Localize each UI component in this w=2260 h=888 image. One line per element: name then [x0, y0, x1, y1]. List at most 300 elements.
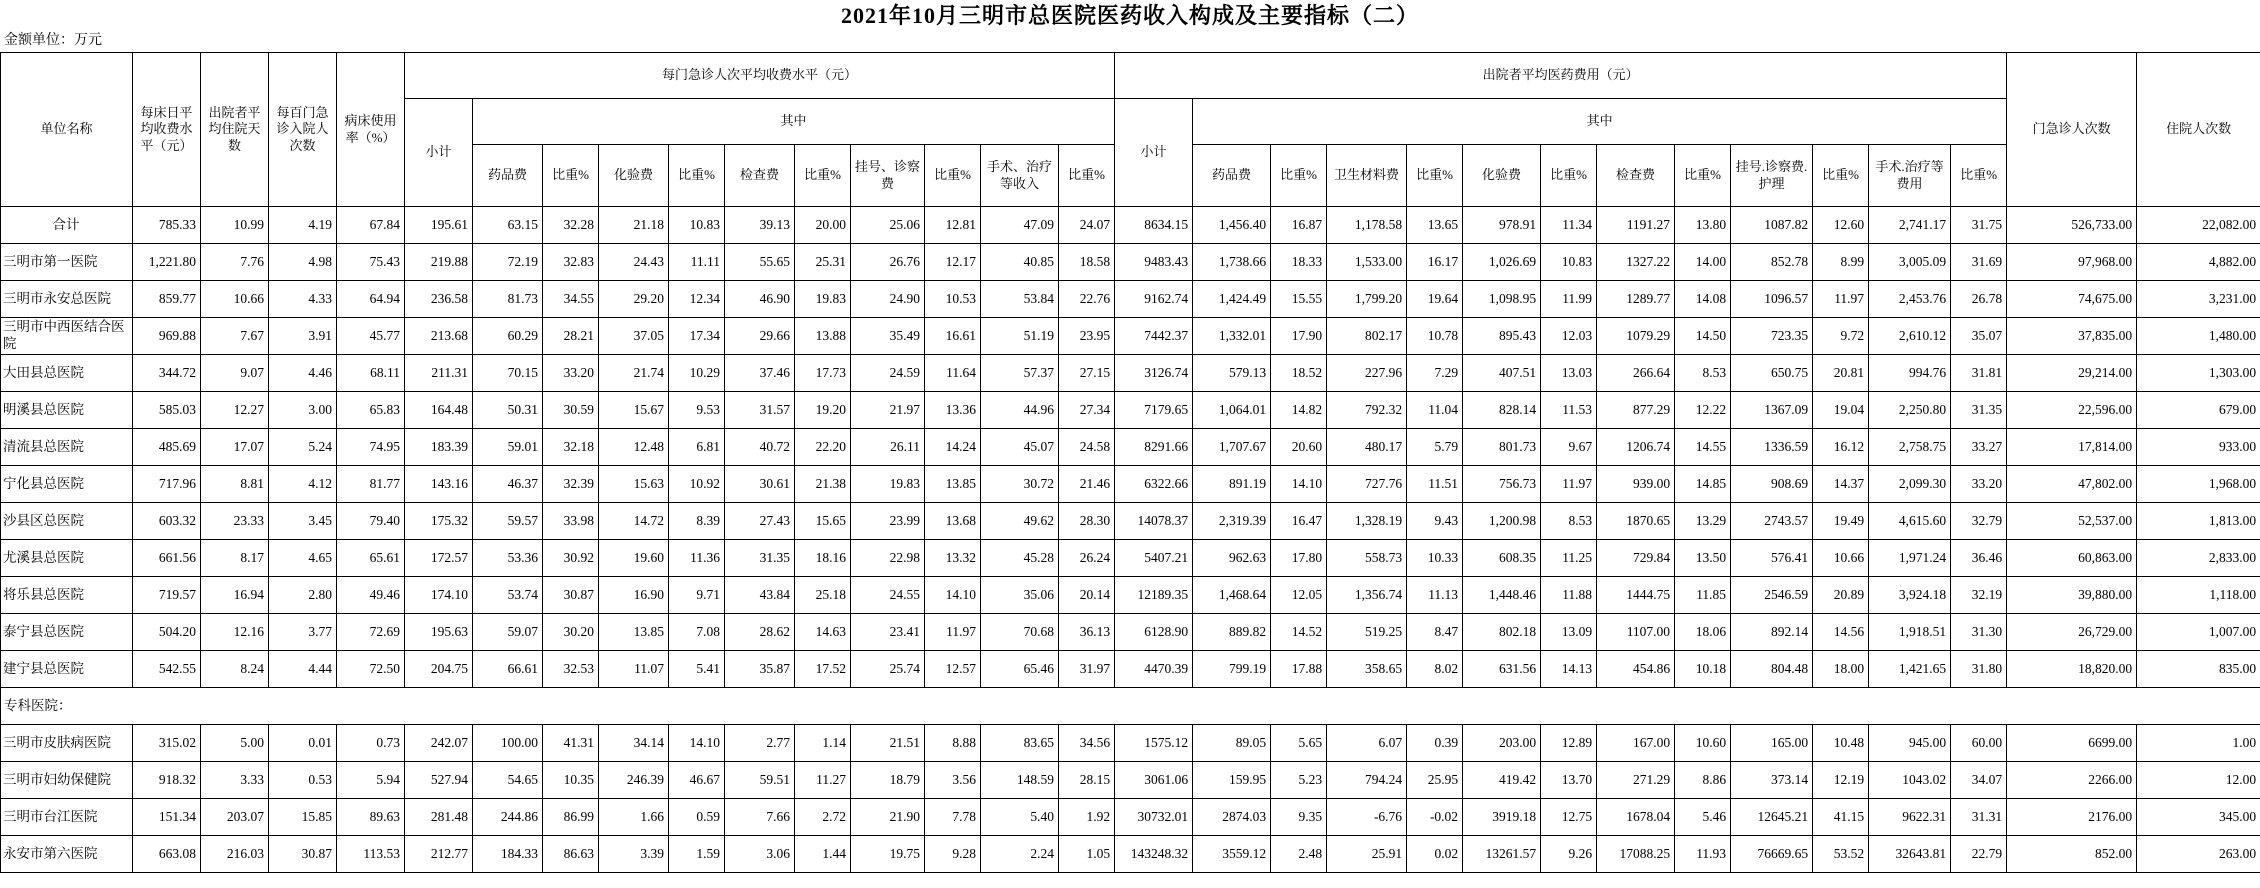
- value-cell: 30.61: [725, 466, 795, 503]
- table-row: [1, 688, 2260, 725]
- value-cell: 756.73: [1463, 466, 1541, 503]
- value-cell: 4.65: [269, 540, 337, 577]
- value-cell: 16.47: [1271, 503, 1327, 540]
- value-cell: 504.20: [133, 614, 201, 651]
- value-cell: 15.65: [795, 503, 851, 540]
- value-cell: 72.19: [473, 244, 543, 281]
- value-cell: 31.31: [1951, 799, 2007, 836]
- value-cell: 4.19: [269, 207, 337, 244]
- value-cell: 21.38: [795, 466, 851, 503]
- value-cell: 9483.43: [1115, 244, 1193, 281]
- value-cell: 9.07: [201, 355, 269, 392]
- value-cell: 7.08: [669, 614, 725, 651]
- value-cell: 1,707.67: [1193, 429, 1271, 466]
- value-cell: 14.56: [1813, 614, 1869, 651]
- g1-col-exam-fee: 检查费: [725, 145, 795, 207]
- value-cell: 14.52: [1271, 614, 1327, 651]
- value-cell: 45.77: [337, 318, 405, 355]
- value-cell: 33.20: [543, 355, 599, 392]
- value-cell: 892.14: [1731, 614, 1813, 651]
- value-cell: 11.99: [1541, 281, 1597, 318]
- value-cell: 454.86: [1597, 651, 1675, 688]
- value-cell: 0.01: [269, 725, 337, 762]
- value-cell: 18,820.00: [2007, 651, 2137, 688]
- value-cell: 16.90: [599, 577, 669, 614]
- value-cell: 40.72: [725, 429, 795, 466]
- g2-col-material-fee: 卫生材料费: [1327, 145, 1407, 207]
- value-cell: 242.07: [405, 725, 473, 762]
- value-cell: 8634.15: [1115, 207, 1193, 244]
- value-cell: 9622.31: [1869, 799, 1951, 836]
- value-cell: 12.57: [925, 651, 981, 688]
- value-cell: 1,221.80: [133, 244, 201, 281]
- value-cell: 1.66: [599, 799, 669, 836]
- value-cell: 29.66: [725, 318, 795, 355]
- g2-col-lab-fee: 化验费: [1463, 145, 1541, 207]
- value-cell: 785.33: [133, 207, 201, 244]
- value-cell: 68.11: [337, 355, 405, 392]
- value-cell: 1,026.69: [1463, 244, 1541, 281]
- value-cell: 31.69: [1951, 244, 2007, 281]
- value-cell: 6322.66: [1115, 466, 1193, 503]
- value-cell: 34.55: [543, 281, 599, 318]
- value-cell: 1,332.01: [1193, 318, 1271, 355]
- value-cell: 729.84: [1597, 540, 1675, 577]
- value-cell: 13261.57: [1463, 836, 1541, 873]
- value-cell: 1,468.64: [1193, 577, 1271, 614]
- value-cell: 407.51: [1463, 355, 1541, 392]
- value-cell: 25.74: [851, 651, 925, 688]
- value-cell: 2,741.17: [1869, 207, 1951, 244]
- value-cell: 579.13: [1193, 355, 1271, 392]
- value-cell: 14.55: [1675, 429, 1731, 466]
- value-cell: 41.31: [543, 725, 599, 762]
- value-cell: 11.36: [669, 540, 725, 577]
- value-cell: 3,924.18: [1869, 577, 1951, 614]
- value-cell: 45.28: [981, 540, 1059, 577]
- value-cell: 246.39: [599, 762, 669, 799]
- value-cell: 14078.37: [1115, 503, 1193, 540]
- value-cell: 4470.39: [1115, 651, 1193, 688]
- value-cell: 46.67: [669, 762, 725, 799]
- value-cell: 74,675.00: [2007, 281, 2137, 318]
- value-cell: 30.20: [543, 614, 599, 651]
- value-cell: 5.46: [1675, 799, 1731, 836]
- value-cell: 26.24: [1059, 540, 1115, 577]
- value-cell: 3.56: [925, 762, 981, 799]
- value-cell: 29,214.00: [2007, 355, 2137, 392]
- value-cell: 3.39: [599, 836, 669, 873]
- value-cell: 828.14: [1463, 392, 1541, 429]
- value-cell: 419.42: [1463, 762, 1541, 799]
- col-header-admissions-per-100-visits: 每百门急诊入院人次数: [269, 53, 337, 207]
- value-cell: 67.84: [337, 207, 405, 244]
- g2-col-exam-share: 比重%: [1675, 145, 1731, 207]
- value-cell: 65.46: [981, 651, 1059, 688]
- value-cell: 28.30: [1059, 503, 1115, 540]
- value-cell: 31.81: [1951, 355, 2007, 392]
- value-cell: 969.88: [133, 318, 201, 355]
- value-cell: 21.90: [851, 799, 925, 836]
- value-cell: 12.27: [201, 392, 269, 429]
- value-cell: 46.90: [725, 281, 795, 318]
- value-cell: 804.48: [1731, 651, 1813, 688]
- value-cell: 4.44: [269, 651, 337, 688]
- value-cell: 7.67: [201, 318, 269, 355]
- value-cell: 83.65: [981, 725, 1059, 762]
- table-row: [1, 466, 2260, 503]
- value-cell: 25.91: [1327, 836, 1407, 873]
- value-cell: 4.46: [269, 355, 337, 392]
- value-cell: 1,918.51: [1869, 614, 1951, 651]
- g2-col-surgery-fee: 手术.治疗等费用: [1869, 145, 1951, 207]
- value-cell: 25.31: [795, 244, 851, 281]
- value-cell: 5.94: [337, 762, 405, 799]
- value-cell: 3.91: [269, 318, 337, 355]
- value-cell: 89.63: [337, 799, 405, 836]
- value-cell: 31.75: [1951, 207, 2007, 244]
- value-cell: 17.07: [201, 429, 269, 466]
- value-cell: 6699.00: [2007, 725, 2137, 762]
- value-cell: 2,833.00: [2137, 540, 2260, 577]
- value-cell: 7.76: [201, 244, 269, 281]
- unit-name-cell: 建宁县总医院: [1, 651, 133, 688]
- value-cell: 143248.32: [1115, 836, 1193, 873]
- value-cell: 10.29: [669, 355, 725, 392]
- value-cell: 26.78: [1951, 281, 2007, 318]
- value-cell: 8.17: [201, 540, 269, 577]
- value-cell: 263.00: [2137, 836, 2260, 873]
- unit-name-cell: 大田县总医院: [1, 355, 133, 392]
- value-cell: 13.50: [1675, 540, 1731, 577]
- value-cell: 344.72: [133, 355, 201, 392]
- g2-col-drug-fee: 药品费: [1193, 145, 1271, 207]
- value-cell: 9.71: [669, 577, 725, 614]
- value-cell: 1336.59: [1731, 429, 1813, 466]
- unit-name-cell: 明溪县总医院: [1, 392, 133, 429]
- value-cell: 113.53: [337, 836, 405, 873]
- value-cell: 81.77: [337, 466, 405, 503]
- value-cell: 18.33: [1271, 244, 1327, 281]
- value-cell: 12.75: [1541, 799, 1597, 836]
- value-cell: 2266.00: [2007, 762, 2137, 799]
- value-cell: 9.43: [1407, 503, 1463, 540]
- value-cell: 1,421.65: [1869, 651, 1951, 688]
- value-cell: 8.02: [1407, 651, 1463, 688]
- value-cell: 33.20: [1951, 466, 2007, 503]
- value-cell: 526,733.00: [2007, 207, 2137, 244]
- value-cell: 27.43: [725, 503, 795, 540]
- value-cell: 20.14: [1059, 577, 1115, 614]
- value-cell: 53.74: [473, 577, 543, 614]
- value-cell: 18.58: [1059, 244, 1115, 281]
- table-row: [1, 318, 2260, 355]
- value-cell: 86.99: [543, 799, 599, 836]
- value-cell: 46.37: [473, 466, 543, 503]
- value-cell: 5.00: [201, 725, 269, 762]
- value-cell: 22.20: [795, 429, 851, 466]
- value-cell: 717.96: [133, 466, 201, 503]
- unit-name-cell: 泰宁县总医院: [1, 614, 133, 651]
- value-cell: 9162.74: [1115, 281, 1193, 318]
- value-cell: 14.24: [925, 429, 981, 466]
- value-cell: 19.60: [599, 540, 669, 577]
- table-row: [1, 651, 2260, 688]
- value-cell: 19.64: [1407, 281, 1463, 318]
- value-cell: 60.00: [1951, 725, 2007, 762]
- value-cell: 0.73: [337, 725, 405, 762]
- value-cell: 18.06: [1675, 614, 1731, 651]
- value-cell: 13.29: [1675, 503, 1731, 540]
- value-cell: 3.77: [269, 614, 337, 651]
- value-cell: 1087.82: [1731, 207, 1813, 244]
- value-cell: 40.85: [981, 244, 1059, 281]
- value-cell: 12.03: [1541, 318, 1597, 355]
- value-cell: 727.76: [1327, 466, 1407, 503]
- value-cell: 70.68: [981, 614, 1059, 651]
- value-cell: 10.53: [925, 281, 981, 318]
- value-cell: 89.05: [1193, 725, 1271, 762]
- value-cell: 216.03: [201, 836, 269, 873]
- value-cell: 801.73: [1463, 429, 1541, 466]
- value-cell: 1096.57: [1731, 281, 1813, 318]
- value-cell: 527.94: [405, 762, 473, 799]
- value-cell: 14.85: [1675, 466, 1731, 503]
- g2-col-exam-fee: 检查费: [1597, 145, 1675, 207]
- value-cell: 3.00: [269, 392, 337, 429]
- value-cell: 877.29: [1597, 392, 1675, 429]
- value-cell: 11.88: [1541, 577, 1597, 614]
- value-cell: 933.00: [2137, 429, 2260, 466]
- value-cell: 24.43: [599, 244, 669, 281]
- value-cell: 9.53: [669, 392, 725, 429]
- value-cell: 281.48: [405, 799, 473, 836]
- value-cell: 244.86: [473, 799, 543, 836]
- value-cell: 13.70: [1541, 762, 1597, 799]
- value-cell: 794.24: [1327, 762, 1407, 799]
- value-cell: 2,453.76: [1869, 281, 1951, 318]
- value-cell: 19.20: [795, 392, 851, 429]
- value-cell: 10.18: [1675, 651, 1731, 688]
- value-cell: 7.78: [925, 799, 981, 836]
- value-cell: 24.07: [1059, 207, 1115, 244]
- table-row: [1, 281, 2260, 318]
- value-cell: 4.98: [269, 244, 337, 281]
- value-cell: 66.61: [473, 651, 543, 688]
- value-cell: 64.94: [337, 281, 405, 318]
- table-row: [1, 392, 2260, 429]
- value-cell: 8.88: [925, 725, 981, 762]
- value-cell: 21.97: [851, 392, 925, 429]
- value-cell: 4.12: [269, 466, 337, 503]
- table-row: [1, 429, 2260, 466]
- value-cell: 962.63: [1193, 540, 1271, 577]
- value-cell: 1,448.46: [1463, 577, 1541, 614]
- value-cell: 24.59: [851, 355, 925, 392]
- value-cell: 236.58: [405, 281, 473, 318]
- value-cell: 5407.21: [1115, 540, 1193, 577]
- value-cell: 35.06: [981, 577, 1059, 614]
- value-cell: 271.29: [1597, 762, 1675, 799]
- value-cell: 30732.01: [1115, 799, 1193, 836]
- value-cell: 11.97: [1813, 281, 1869, 318]
- amount-unit-label: 金额单位：万元: [4, 33, 102, 48]
- value-cell: 719.57: [133, 577, 201, 614]
- value-cell: 5.24: [269, 429, 337, 466]
- value-cell: 14.10: [669, 725, 725, 762]
- value-cell: 26,729.00: [2007, 614, 2137, 651]
- value-cell: 10.78: [1407, 318, 1463, 355]
- value-cell: 76669.65: [1731, 836, 1813, 873]
- table-row: [1, 244, 2260, 281]
- value-cell: 2874.03: [1193, 799, 1271, 836]
- unit-name-cell: 合计: [1, 207, 133, 244]
- value-cell: 13.88: [795, 318, 851, 355]
- value-cell: 12.48: [599, 429, 669, 466]
- value-cell: 49.46: [337, 577, 405, 614]
- value-cell: 14.10: [1271, 466, 1327, 503]
- g1-col-exam-share: 比重%: [795, 145, 851, 207]
- table-header: [1, 53, 2260, 207]
- value-cell: 1,533.00: [1327, 244, 1407, 281]
- value-cell: 34.14: [599, 725, 669, 762]
- value-cell: 1107.00: [1597, 614, 1675, 651]
- unit-name-cell: 沙县区总医院: [1, 503, 133, 540]
- value-cell: 10.66: [1813, 540, 1869, 577]
- value-cell: 30.59: [543, 392, 599, 429]
- value-cell: 11.85: [1675, 577, 1731, 614]
- group2-subtotal-header: 小计: [1115, 99, 1193, 207]
- value-cell: 164.48: [405, 392, 473, 429]
- value-cell: 994.76: [1869, 355, 1951, 392]
- col-header-bed-occupancy-rate: 病床使用率（%）: [337, 53, 405, 207]
- value-cell: 97,968.00: [2007, 244, 2137, 281]
- value-cell: 36.46: [1951, 540, 2007, 577]
- value-cell: 1,738.66: [1193, 244, 1271, 281]
- value-cell: 17,814.00: [2007, 429, 2137, 466]
- value-cell: 12.60: [1813, 207, 1869, 244]
- table-row: [1, 355, 2260, 392]
- value-cell: 3559.12: [1193, 836, 1271, 873]
- value-cell: 11.64: [925, 355, 981, 392]
- value-cell: 10.99: [201, 207, 269, 244]
- col-header-bed-day-charge: 每床日平均收费水平（元）: [133, 53, 201, 207]
- value-cell: 10.83: [1541, 244, 1597, 281]
- value-cell: 12.16: [201, 614, 269, 651]
- value-cell: 908.69: [1731, 466, 1813, 503]
- value-cell: 45.07: [981, 429, 1059, 466]
- value-cell: 11.34: [1541, 207, 1597, 244]
- value-cell: 24.58: [1059, 429, 1115, 466]
- value-cell: 14.82: [1271, 392, 1327, 429]
- value-cell: 31.80: [1951, 651, 2007, 688]
- value-cell: 100.00: [473, 725, 543, 762]
- value-cell: 799.19: [1193, 651, 1271, 688]
- value-cell: 8.53: [1541, 503, 1597, 540]
- value-cell: 1043.02: [1869, 762, 1951, 799]
- value-cell: 39,880.00: [2007, 577, 2137, 614]
- value-cell: 25.95: [1407, 762, 1463, 799]
- value-cell: 19.49: [1813, 503, 1869, 540]
- value-cell: 32.18: [543, 429, 599, 466]
- value-cell: 59.57: [473, 503, 543, 540]
- value-cell: 59.01: [473, 429, 543, 466]
- value-cell: 195.61: [405, 207, 473, 244]
- value-cell: 8.99: [1813, 244, 1869, 281]
- value-cell: 9.28: [925, 836, 981, 873]
- value-cell: 31.30: [1951, 614, 2007, 651]
- value-cell: 17.80: [1271, 540, 1327, 577]
- value-cell: 12189.35: [1115, 577, 1193, 614]
- value-cell: 1191.27: [1597, 207, 1675, 244]
- value-cell: 19.04: [1813, 392, 1869, 429]
- value-cell: 2,610.12: [1869, 318, 1951, 355]
- value-cell: 30.92: [543, 540, 599, 577]
- value-cell: 75.43: [337, 244, 405, 281]
- value-cell: 358.65: [1327, 651, 1407, 688]
- value-cell: 918.32: [133, 762, 201, 799]
- value-cell: 53.52: [1813, 836, 1869, 873]
- value-cell: 18.52: [1271, 355, 1327, 392]
- value-cell: 2,250.80: [1869, 392, 1951, 429]
- value-cell: 10.48: [1813, 725, 1869, 762]
- group2-among-header: 其中: [1193, 99, 2007, 145]
- value-cell: 9.72: [1813, 318, 1869, 355]
- g2-col-registration-nursing-fee: 挂号.诊察费.护理: [1731, 145, 1813, 207]
- value-cell: 266.64: [1597, 355, 1675, 392]
- value-cell: 22.98: [851, 540, 925, 577]
- value-cell: 28.21: [543, 318, 599, 355]
- table-row: [1, 577, 2260, 614]
- value-cell: 1870.65: [1597, 503, 1675, 540]
- value-cell: 542.55: [133, 651, 201, 688]
- value-cell: 5.41: [669, 651, 725, 688]
- value-cell: 16.17: [1407, 244, 1463, 281]
- value-cell: 14.50: [1675, 318, 1731, 355]
- value-cell: 32643.81: [1869, 836, 1951, 873]
- value-cell: 72.50: [337, 651, 405, 688]
- value-cell: 939.00: [1597, 466, 1675, 503]
- value-cell: 3,005.09: [1869, 244, 1951, 281]
- g2-col-drug-share: 比重%: [1271, 145, 1327, 207]
- unit-name-cell: 尤溪县总医院: [1, 540, 133, 577]
- value-cell: 1367.09: [1731, 392, 1813, 429]
- value-cell: 165.00: [1731, 725, 1813, 762]
- unit-name-cell: 三明市中西医结合医院: [1, 318, 133, 355]
- g1-col-lab-fee: 化验费: [599, 145, 669, 207]
- value-cell: 25.18: [795, 577, 851, 614]
- value-cell: 0.53: [269, 762, 337, 799]
- value-cell: 16.94: [201, 577, 269, 614]
- value-cell: 21.51: [851, 725, 925, 762]
- value-cell: 4,882.00: [2137, 244, 2260, 281]
- value-cell: 6.07: [1327, 725, 1407, 762]
- value-cell: 35.87: [725, 651, 795, 688]
- value-cell: 30.87: [543, 577, 599, 614]
- value-cell: 663.08: [133, 836, 201, 873]
- value-cell: 33.27: [1951, 429, 2007, 466]
- value-cell: 27.15: [1059, 355, 1115, 392]
- value-cell: 12.19: [1813, 762, 1869, 799]
- value-cell: 28.62: [725, 614, 795, 651]
- value-cell: 978.91: [1463, 207, 1541, 244]
- value-cell: 203.00: [1463, 725, 1541, 762]
- value-cell: 852.00: [2007, 836, 2137, 873]
- value-cell: 79.40: [337, 503, 405, 540]
- value-cell: 14.72: [599, 503, 669, 540]
- value-cell: 585.03: [133, 392, 201, 429]
- group-header-per-visit-avg-charge: 每门急诊人次平均收费水平（元）: [405, 53, 1115, 99]
